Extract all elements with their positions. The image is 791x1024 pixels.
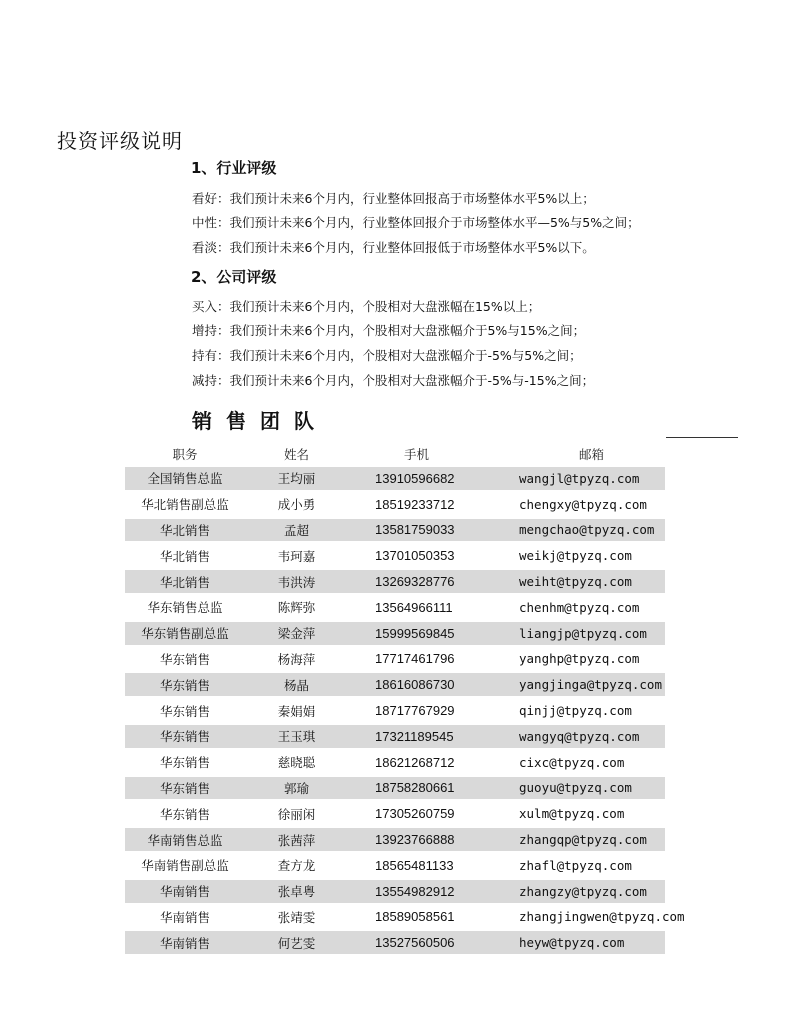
cell-phone: 18616086730: [348, 673, 519, 696]
cell-phone: 13701050353: [348, 544, 519, 567]
cell-email: cixc@tpyzq.com: [519, 751, 665, 774]
cell-phone: 18758280661: [348, 777, 519, 800]
company-rating-line: 减持：我们预计未来6个月内，个股相对大盘涨幅介于-5%与-15%之间；: [192, 373, 595, 388]
cell-position: 华南销售: [125, 906, 245, 929]
cell-email: liangjp@tpyzq.com: [519, 622, 665, 645]
sales-team-rule: [666, 437, 738, 438]
cell-phone: 13564966111: [348, 596, 519, 619]
table-row: [125, 931, 665, 954]
cell-position: 华北销售: [125, 544, 245, 567]
table-row: [125, 777, 665, 800]
table-row: [125, 673, 665, 696]
cell-position: 华东销售: [125, 699, 245, 722]
cell-email: zhangqp@tpyzq.com: [519, 828, 665, 851]
cell-phone: 18519233712: [348, 493, 519, 516]
sales-team-title: 销售团队: [192, 409, 328, 433]
cell-phone: 13923766888: [348, 828, 519, 851]
cell-position: 华东销售: [125, 648, 245, 671]
column-header-email: 邮箱: [579, 447, 605, 462]
industry-rating-line: 看好：我们预计未来6个月内，行业整体回报高于市场整体水平5%以上；: [192, 191, 595, 206]
cell-position: 华南销售: [125, 931, 245, 954]
cell-email: guoyu@tpyzq.com: [519, 777, 665, 800]
cell-position: 华东销售: [125, 751, 245, 774]
table-row: [125, 725, 665, 748]
cell-name: 徐丽闲: [245, 802, 348, 825]
company-rating-line: 增持：我们预计未来6个月内，个股相对大盘涨幅介于5%与15%之间；: [192, 323, 586, 338]
cell-name: 韦洪涛: [245, 570, 348, 593]
cell-name: 陈辉弥: [245, 596, 348, 619]
cell-name: 王均丽: [245, 467, 348, 490]
cell-name: 杨晶: [245, 673, 348, 696]
table-row: [125, 699, 665, 722]
cell-email: weiht@tpyzq.com: [519, 570, 665, 593]
industry-rating-line: 看淡：我们预计未来6个月内，行业整体回报低于市场整体水平5%以下。: [192, 240, 595, 255]
table-row: [125, 802, 665, 825]
cell-phone: 17321189545: [348, 725, 519, 748]
company-rating-line: 持有：我们预计未来6个月内，个股相对大盘涨幅介于-5%与5%之间；: [192, 348, 582, 363]
table-header-row: [125, 444, 665, 464]
cell-position: 华东销售总监: [125, 596, 245, 619]
cell-position: 华东销售: [125, 725, 245, 748]
table-row: [125, 493, 665, 516]
cell-name: 张卓粤: [245, 880, 348, 903]
table-row: [125, 648, 665, 671]
cell-name: 成小勇: [245, 493, 348, 516]
cell-position: 华北销售: [125, 570, 245, 593]
cell-position: 华北销售: [125, 519, 245, 542]
cell-phone: 18621268712: [348, 751, 519, 774]
cell-phone: 18565481133: [348, 854, 519, 877]
cell-phone: 13269328776: [348, 570, 519, 593]
cell-email: wangyq@tpyzq.com: [519, 725, 665, 748]
column-header-position: 职务: [172, 447, 198, 462]
cell-name: 何艺雯: [245, 931, 348, 954]
cell-phone: 15999569845: [348, 622, 519, 645]
table-row: [125, 519, 665, 542]
cell-email: wangjl@tpyzq.com: [519, 467, 665, 490]
cell-email: weikj@tpyzq.com: [519, 544, 665, 567]
cell-email: chenhm@tpyzq.com: [519, 596, 665, 619]
table-row: [125, 854, 665, 877]
cell-phone: 13554982912: [348, 880, 519, 903]
cell-phone: 18717767929: [348, 699, 519, 722]
cell-name: 张茜萍: [245, 828, 348, 851]
industry-rating-line: 中性：我们预计未来6个月内，行业整体回报介于市场整体水平—5%与5%之间；: [192, 215, 640, 230]
cell-name: 梁金萍: [245, 622, 348, 645]
cell-email: zhafl@tpyzq.com: [519, 854, 665, 877]
sales-team-table: [125, 441, 685, 957]
cell-position: 华东销售: [125, 673, 245, 696]
cell-position: 全国销售总监: [125, 467, 245, 490]
cell-email: mengchao@tpyzq.com: [519, 519, 665, 542]
column-header-name: 姓名: [283, 447, 309, 462]
table-row: [125, 570, 665, 593]
cell-name: 王玉琪: [245, 725, 348, 748]
cell-email: xulm@tpyzq.com: [519, 802, 665, 825]
cell-email: zhangzy@tpyzq.com: [519, 880, 665, 903]
table-row: [125, 906, 665, 929]
cell-position: 华东销售副总监: [125, 622, 245, 645]
cell-position: 华东销售: [125, 777, 245, 800]
cell-email: zhangjingwen@tpyzq.com: [519, 906, 665, 929]
cell-phone: 13910596682: [348, 467, 519, 490]
cell-email: yangjinga@tpyzq.com: [519, 673, 665, 696]
cell-name: 孟超: [245, 519, 348, 542]
table-row: [125, 880, 665, 903]
column-header-phone: 手机: [404, 447, 430, 462]
cell-position: 华南销售总监: [125, 828, 245, 851]
cell-name: 张靖雯: [245, 906, 348, 929]
cell-name: 杨海萍: [245, 648, 348, 671]
cell-email: yanghp@tpyzq.com: [519, 648, 665, 671]
cell-email: chengxy@tpyzq.com: [519, 493, 665, 516]
cell-name: 郭瑜: [245, 777, 348, 800]
company-rating-heading: 2、公司评级: [191, 268, 277, 286]
cell-position: 华东销售: [125, 802, 245, 825]
cell-email: qinjj@tpyzq.com: [519, 699, 665, 722]
table-row: [125, 467, 665, 490]
table-row: [125, 596, 665, 619]
cell-position: 华北销售副总监: [125, 493, 245, 516]
cell-phone: 17305260759: [348, 802, 519, 825]
page-title: 投资评级说明: [57, 129, 183, 153]
table-row: [125, 544, 665, 567]
cell-phone: 13581759033: [348, 519, 519, 542]
table-row: [125, 751, 665, 774]
cell-phone: 13527560506: [348, 931, 519, 954]
cell-name: 查方龙: [245, 854, 348, 877]
table-row: [125, 828, 665, 851]
cell-name: 慈晓聪: [245, 751, 348, 774]
cell-position: 华南销售副总监: [125, 854, 245, 877]
cell-name: 秦娟娟: [245, 699, 348, 722]
cell-name: 韦珂嘉: [245, 544, 348, 567]
cell-phone: 18589058561: [348, 906, 519, 929]
cell-email: heyw@tpyzq.com: [519, 931, 665, 954]
cell-phone: 17717461796: [348, 648, 519, 671]
industry-rating-heading: 1、行业评级: [191, 159, 277, 177]
company-rating-line: 买入：我们预计未来6个月内，个股相对大盘涨幅在15%以上；: [192, 299, 541, 314]
cell-position: 华南销售: [125, 880, 245, 903]
table-row: [125, 622, 665, 645]
